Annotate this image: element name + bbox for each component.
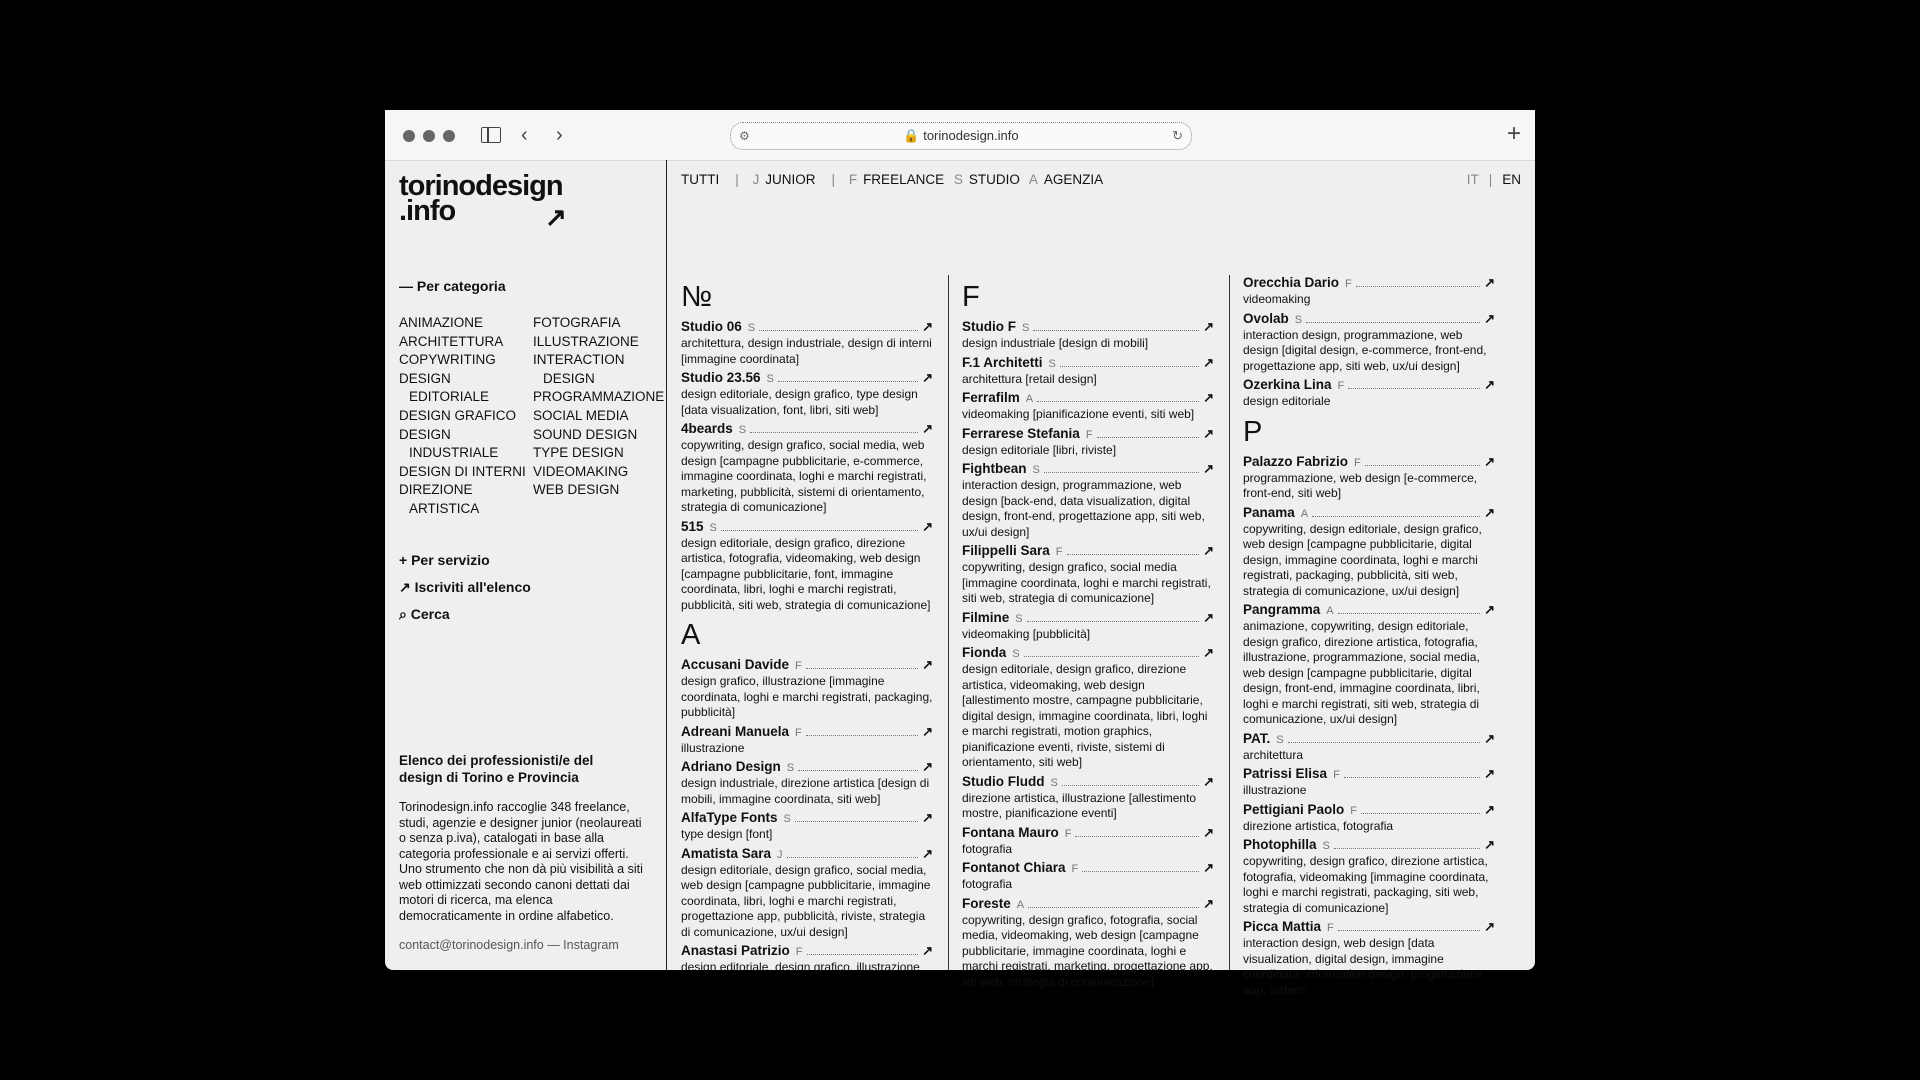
freelance-tag: F bbox=[848, 172, 858, 187]
browser-toolbar bbox=[385, 110, 1535, 161]
entry-type: F bbox=[1337, 380, 1345, 392]
directory-entry[interactable] bbox=[1243, 505, 1495, 600]
dotted-leader bbox=[1312, 516, 1480, 517]
arrow-up-right-icon[interactable]: ↗ bbox=[922, 421, 933, 436]
category-item[interactable]: DESIGN bbox=[399, 426, 451, 442]
dotted-leader bbox=[759, 330, 918, 331]
category-item[interactable]: DESIGN bbox=[399, 370, 451, 386]
per-categoria-toggle[interactable]: — Per categoria bbox=[399, 278, 506, 294]
entry-services: design editoriale bbox=[1243, 394, 1331, 408]
category-item[interactable]: ARTISTICA bbox=[409, 500, 480, 516]
entry-type: S bbox=[783, 813, 791, 825]
arrow-up-right-icon[interactable]: ↗ bbox=[1203, 390, 1214, 405]
arrow-up-right-icon: ↗ bbox=[545, 202, 567, 232]
entry-services: copywriting, design grafico, social media, web design [campagne pubblicitarie, e-commerce, immagine coordinata, loghi e marchi registrati, marketing, pubblicità, sistemi di orientamento, strategia di comunicazione] bbox=[681, 438, 927, 514]
entry-type: A bbox=[1326, 605, 1334, 617]
dotted-leader bbox=[798, 770, 918, 771]
filter-tutti[interactable]: TUTTI bbox=[681, 172, 720, 187]
arrow-up-right-icon[interactable]: ↗ bbox=[922, 657, 933, 672]
dotted-leader bbox=[1288, 742, 1480, 743]
category-item[interactable]: COPYWRITING bbox=[399, 352, 496, 368]
dotted-leader bbox=[1348, 388, 1480, 389]
directory-entry[interactable] bbox=[962, 896, 1214, 991]
category-item[interactable]: DESIGN GRAFICO bbox=[399, 407, 517, 423]
arrow-up-right-icon[interactable]: ↗ bbox=[1484, 766, 1495, 781]
arrow-up-right-icon[interactable]: ↗ bbox=[1484, 453, 1495, 469]
arrow-up-right-icon[interactable]: ↗ bbox=[1484, 801, 1495, 817]
contact-links[interactable]: contact@torinodesign.info — Instagram bbox=[399, 938, 619, 952]
entry-name[interactable]: Filippelli Sara bbox=[962, 543, 1050, 558]
directory-entry[interactable] bbox=[962, 825, 1214, 858]
dotted-leader bbox=[750, 432, 918, 433]
filter-agenzia[interactable]: AGENZIA bbox=[1043, 172, 1104, 187]
dotted-leader bbox=[1044, 472, 1199, 473]
entry-name[interactable]: Photophilla bbox=[1243, 837, 1317, 852]
arrow-up-right-icon[interactable]: ↗ bbox=[922, 845, 933, 861]
category-item[interactable]: DESIGN bbox=[543, 370, 595, 386]
directory-entry[interactable] bbox=[1243, 602, 1495, 728]
logo-line2: .info bbox=[399, 195, 456, 227]
settings-icon[interactable]: ⚙ bbox=[739, 129, 750, 143]
arrow-up-right-icon[interactable]: ↗ bbox=[922, 723, 933, 739]
entry-services: design editoriale, design grafico, direzione artistica, fotografia, videomaking, web design [campagne pubblicitarie, font, immagine coordinata, libri, loghi e marchi registrati, pubblicità, siti web, strategia di comunicazione] bbox=[681, 535, 931, 612]
category-item[interactable]: WEB DESIGN bbox=[533, 482, 620, 498]
entry-type: S bbox=[738, 424, 747, 436]
dotted-leader bbox=[1344, 777, 1480, 778]
entry-name[interactable]: Picca Mattia bbox=[1243, 919, 1322, 934]
arrow-up-right-icon[interactable]: ↗ bbox=[1203, 461, 1214, 476]
dotted-leader bbox=[1365, 465, 1480, 466]
directory-entry[interactable] bbox=[681, 724, 933, 757]
entry-services: programmazione, web design [e-commerce, front-end, siti web] bbox=[1243, 470, 1478, 500]
entry-name[interactable]: Amatista Sara bbox=[681, 845, 772, 861]
iscriviti-link[interactable]: ↗ Iscriviti all'elenco bbox=[399, 579, 531, 595]
entry-name[interactable]: Orecchia Dario bbox=[1243, 275, 1340, 290]
entry-type: S bbox=[1322, 840, 1330, 852]
entry-type: F bbox=[1333, 769, 1340, 781]
entry-name[interactable]: 515 bbox=[681, 518, 704, 534]
entry-type: S bbox=[786, 762, 795, 774]
entry-type: F bbox=[795, 946, 803, 958]
entry-services: direzione artistica, illustrazione [allestimento mostre, pianificazione eventi] bbox=[962, 790, 1197, 820]
directory-entry[interactable] bbox=[681, 319, 933, 367]
arrow-up-right-icon[interactable]: ↗ bbox=[1203, 319, 1214, 334]
entry-services: architettura, design industriale, design di interni [immagine coordinata] bbox=[681, 336, 932, 366]
entry-type: F bbox=[1064, 827, 1072, 840]
dotted-leader bbox=[1037, 401, 1199, 402]
directory-entry[interactable] bbox=[681, 943, 933, 976]
entry-type: S bbox=[1022, 322, 1030, 334]
entry-name[interactable]: Pettigiani Paolo bbox=[1243, 801, 1345, 817]
arrow-up-right-icon[interactable]: ↗ bbox=[1203, 773, 1214, 789]
lock-icon: 🔒 bbox=[903, 128, 920, 143]
arrow-up-right-icon[interactable]: ↗ bbox=[922, 370, 933, 385]
close-window-button[interactable] bbox=[403, 130, 415, 142]
directory-entry[interactable] bbox=[1243, 919, 1495, 998]
entry-name[interactable]: Fightbean bbox=[962, 461, 1027, 476]
entry-name[interactable]: Adreani Manuela bbox=[681, 723, 790, 739]
arrow-up-right-icon[interactable]: ↗ bbox=[922, 518, 933, 534]
category-column-right bbox=[533, 314, 663, 500]
directory-entry[interactable] bbox=[962, 610, 1214, 643]
entry-type: S bbox=[1276, 733, 1284, 746]
entry-type: F bbox=[1327, 922, 1334, 934]
arrow-up-right-icon[interactable]: ↗ bbox=[1484, 919, 1495, 934]
arrow-up-right-icon[interactable]: ↗ bbox=[922, 319, 933, 334]
directory-entry[interactable] bbox=[1243, 275, 1495, 308]
entry-services: design editoriale, design grafico, direzione artistica, videomaking, web design [allestimento mostre, campagne pubblicitarie, digital design, immagine coordinata, libri, loghi e marchi registrati, motion graphics, pianificazione eventi, riviste, sistemi di orientamento, siti web] bbox=[962, 662, 1208, 769]
entry-services: copywriting, design editoriale, design grafico, web design [campagne pubblicitarie, digital design, immagine coordinata, loghi e marchi registrati, packaging, pubblicità, siti web, strategia di comunicazione, ux/ui design] bbox=[1243, 521, 1482, 598]
dotted-leader bbox=[1306, 322, 1480, 323]
arrow-up-right-icon[interactable]: ↗ bbox=[922, 759, 933, 774]
category-item[interactable]: SOUND DESIGN bbox=[533, 426, 638, 442]
about-text: Torinodesign.info raccoglie 348 freelance, studi, agenzie e designer junior (neolaureati o senza p.iva), catalogati in base alla categoria professionale e ai servizi offerti. Uno strumento che non dà più visibilità a siti web ottimizzati secondo canoni dettati dai motori di ricerca, ma elenca democraticamente in ordine alfabetico. bbox=[399, 800, 643, 923]
entry-services: interaction design, programmazione, web design [back-end, data visualization, digital design, front-end, progettazione app, siti web, ux/ui design] bbox=[962, 478, 1205, 539]
category-item[interactable]: PROGRAMMAZIONE bbox=[533, 389, 665, 405]
entry-type: F bbox=[1350, 804, 1357, 817]
about-title: Elenco dei professionisti/e del design di Torino e Provincia bbox=[399, 753, 594, 785]
dotted-leader bbox=[1067, 554, 1200, 555]
dotted-leader bbox=[721, 530, 918, 531]
dotted-leader bbox=[1060, 366, 1199, 367]
entry-services: animazione, copywriting, design editoriale, design grafico, direzione artistica, fotografia, illustrazione, programmazione, social media, web design [campagne pubblicitarie, digital design, front-end, immagine coordinata, libri, loghi e marchi registrati, siti web, strategia di comunicazione, ux/ui design] bbox=[1243, 619, 1480, 726]
column-divider bbox=[1229, 275, 1230, 970]
entry-type: S bbox=[1048, 357, 1056, 370]
entry-services: copywriting, design grafico, social media [immagine coordinata, loghi e marchi registrati, siti web, strategia di comunicazione] bbox=[962, 560, 1211, 605]
entry-services: videomaking [pubblicità] bbox=[962, 626, 1091, 641]
dotted-leader bbox=[1028, 907, 1199, 908]
address-bar[interactable] bbox=[730, 122, 1192, 150]
agenzia-tag: A bbox=[1028, 172, 1038, 187]
entry-name[interactable]: Anastasi Patrizio bbox=[681, 943, 790, 958]
entry-services: interaction design, programmazione, web design [digital design, e-commerce, front-end, progettazione app, siti web, ux/ui design] bbox=[1243, 327, 1487, 373]
directory-entry[interactable] bbox=[1243, 802, 1495, 835]
studio-tag: S bbox=[953, 172, 963, 187]
arrow-up-right-icon[interactable]: ↗ bbox=[1203, 824, 1214, 840]
entry-type: S bbox=[1012, 648, 1020, 660]
sidebar-divider bbox=[666, 160, 667, 970]
directory-entry[interactable] bbox=[962, 645, 1214, 771]
filter-nav: TUTTI | J JUNIOR | F FREELANCE S STUDIO A AGENZIA bbox=[681, 172, 1104, 187]
entry-services: interaction design, web design [data visualization, digital design, immagine coordinata, information design, progettazione app, sistemi bbox=[1243, 936, 1484, 997]
entry-services: fotografia bbox=[962, 877, 1013, 891]
dotted-leader bbox=[1361, 813, 1480, 814]
arrow-up-right-icon[interactable]: ↗ bbox=[1484, 310, 1495, 326]
entry-name[interactable]: Studio 06 bbox=[681, 319, 742, 334]
entry-services: illustrazione bbox=[681, 740, 745, 755]
entry-type: A bbox=[1025, 393, 1034, 405]
entry-services: design editoriale, design grafico, social media, web design [campagne pubblicitarie, immagine coordinata, libri, loghi e marchi registrati, progettazione app, pubblicità, riviste, strategia di comunicazione, ux/ui design] bbox=[681, 862, 931, 939]
entry-services: architettura bbox=[1243, 747, 1304, 762]
entry-name[interactable]: Ovolab bbox=[1243, 310, 1289, 326]
url-text: torinodesign.info bbox=[923, 128, 1019, 143]
entry-services: design editoriale, design grafico, type design [data visualization, font, libri, siti web] bbox=[681, 387, 918, 417]
category-item[interactable]: EDITORIALE bbox=[409, 389, 490, 405]
entry-name[interactable]: AlfaType Fonts bbox=[681, 810, 778, 825]
entry-services: copywriting, design grafico, direzione artistica, fotografia, videomaking [immagine coordinata, loghi e marchi registrati, packaging, siti web, strategia di comunicazione] bbox=[1243, 854, 1489, 915]
category-item[interactable]: INDUSTRIALE bbox=[409, 445, 499, 461]
entry-type: S bbox=[766, 373, 774, 385]
dotted-leader bbox=[1075, 836, 1199, 837]
arrow-up-right-icon[interactable]: ↗ bbox=[1203, 645, 1214, 660]
per-servizio-toggle[interactable]: + Per servizio bbox=[399, 552, 490, 568]
letter-heading: F bbox=[962, 281, 980, 313]
entry-type: F bbox=[1055, 546, 1063, 558]
entry-name[interactable]: 4beards bbox=[681, 421, 733, 436]
directory-entry[interactable] bbox=[681, 810, 933, 843]
arrow-up-right-icon[interactable]: ↗ bbox=[1203, 354, 1214, 370]
category-item[interactable]: INTERACTION bbox=[533, 352, 625, 368]
directory-entry[interactable] bbox=[1243, 731, 1495, 764]
entry-name[interactable]: Ozerkina Lina bbox=[1243, 377, 1332, 392]
arrow-up-right-icon[interactable]: ↗ bbox=[1203, 609, 1214, 625]
dotted-leader bbox=[1024, 656, 1200, 657]
language-switch: IT | EN bbox=[1466, 172, 1521, 187]
entry-type: S bbox=[1015, 612, 1023, 625]
dotted-leader bbox=[1338, 930, 1480, 931]
directory-entry[interactable] bbox=[681, 421, 933, 516]
lang-en[interactable]: EN bbox=[1502, 172, 1521, 187]
browser-window bbox=[385, 110, 1535, 997]
dotted-leader bbox=[795, 821, 918, 822]
arrow-up-right-icon[interactable]: ↗ bbox=[1484, 275, 1495, 290]
category-item[interactable]: TYPE DESIGN bbox=[533, 445, 624, 461]
entry-type: F bbox=[795, 660, 802, 672]
entry-name[interactable]: Pangramma bbox=[1243, 602, 1321, 617]
dotted-leader bbox=[787, 857, 919, 858]
entry-name[interactable]: Studio 23.56 bbox=[681, 370, 761, 385]
entry-type: S bbox=[1294, 313, 1303, 326]
entry-services: videomaking bbox=[1243, 292, 1311, 306]
entry-type: F bbox=[1345, 278, 1352, 290]
entry-type: S bbox=[709, 521, 717, 534]
directory-entry[interactable] bbox=[681, 759, 933, 807]
arrow-up-right-icon[interactable]: ↗ bbox=[1203, 860, 1214, 875]
directory-entry[interactable] bbox=[962, 319, 1214, 352]
letter-heading: № bbox=[681, 281, 713, 313]
sidebar-toggle-icon[interactable] bbox=[481, 127, 501, 143]
entry-name[interactable]: Panama bbox=[1243, 504, 1295, 520]
entry-name[interactable]: Filmine bbox=[962, 609, 1010, 625]
directory-entry[interactable] bbox=[681, 519, 933, 614]
dotted-leader bbox=[778, 381, 918, 382]
category-item[interactable]: ILLUSTRAZIONE bbox=[533, 333, 639, 349]
directory-entry[interactable] bbox=[1243, 766, 1495, 799]
entry-type: S bbox=[1032, 464, 1040, 476]
entry-services: design industriale, direzione artistica [design di mobili, immagine coordinata, siti web] bbox=[681, 776, 930, 806]
dotted-leader bbox=[1082, 871, 1199, 872]
entry-services: copywriting, design grafico, fotografia, social media, videomaking, web design [campagne pubblicitarie, immagine coordinata, loghi e marchi registrati, marketing, progettazione app, siti web, strategia di comunicazione] bbox=[962, 912, 1213, 989]
directory-entry[interactable] bbox=[1243, 377, 1495, 410]
directory-entry[interactable] bbox=[1243, 837, 1495, 916]
directory-entry[interactable] bbox=[1243, 454, 1495, 502]
zoom-window-button[interactable] bbox=[443, 130, 455, 142]
entry-services: design grafico, illustrazione [immagine coordinata, loghi e marchi registrati, packaging, pubblicità] bbox=[681, 674, 933, 719]
category-item[interactable]: SOCIAL MEDIA bbox=[533, 407, 629, 423]
arrow-up-right-icon[interactable]: ↗ bbox=[1484, 602, 1495, 617]
dotted-leader bbox=[1334, 848, 1480, 849]
directory-column-2 bbox=[962, 275, 1214, 993]
dotted-leader bbox=[1027, 621, 1199, 622]
arrow-up-right-icon[interactable]: ↗ bbox=[1484, 377, 1495, 392]
entry-name[interactable]: Palazzo Fabrizio bbox=[1243, 453, 1349, 469]
arrow-up-right-icon[interactable]: ↗ bbox=[1203, 425, 1214, 441]
dotted-leader bbox=[1033, 330, 1199, 331]
entry-type: F bbox=[1085, 428, 1093, 441]
directory-column-3 bbox=[1243, 275, 1495, 1001]
entry-services: design editoriale [libri, riviste] bbox=[962, 442, 1117, 457]
directory-entry[interactable] bbox=[962, 355, 1214, 388]
filter-freelance[interactable]: FREELANCE bbox=[863, 172, 945, 187]
entry-type: S bbox=[747, 322, 756, 334]
entry-services: fotografia bbox=[962, 841, 1013, 856]
plus-icon[interactable]: + bbox=[1506, 120, 1521, 147]
dotted-leader bbox=[806, 668, 918, 669]
entry-name[interactable]: Adriano Design bbox=[681, 759, 781, 774]
dotted-leader bbox=[1356, 286, 1480, 287]
entry-type: F bbox=[1354, 456, 1361, 469]
entry-services: design editoriale, design grafico, illustrazione bbox=[681, 960, 920, 974]
entry-name[interactable]: Fontanot Chiara bbox=[962, 860, 1066, 875]
category-item[interactable]: VIDEOMAKING bbox=[533, 463, 629, 479]
dotted-leader bbox=[1097, 437, 1200, 438]
cerca-link[interactable]: ⌕ Cerca bbox=[399, 606, 450, 622]
dotted-leader bbox=[1062, 785, 1199, 786]
entry-type: S bbox=[1050, 776, 1058, 789]
arrow-up-right-icon[interactable]: ↗ bbox=[1203, 895, 1214, 911]
entry-type: J bbox=[777, 848, 783, 861]
directory-entry[interactable] bbox=[1243, 311, 1495, 375]
entry-name[interactable]: Patrissi Elisa bbox=[1243, 766, 1328, 781]
arrow-up-right-icon[interactable]: ↗ bbox=[1484, 837, 1495, 852]
chevron-right-icon[interactable]: › bbox=[556, 124, 563, 146]
entry-name[interactable]: Accusani Davide bbox=[681, 657, 790, 672]
directory-entry[interactable] bbox=[962, 774, 1214, 822]
letter-heading: A bbox=[681, 619, 701, 651]
directory-entry[interactable] bbox=[962, 860, 1214, 893]
site-logo[interactable] bbox=[399, 170, 563, 227]
directory-entry[interactable] bbox=[681, 657, 933, 721]
directory-entry[interactable] bbox=[962, 426, 1214, 459]
arrow-up-right-icon[interactable]: ↗ bbox=[922, 810, 933, 825]
entry-type: F bbox=[1071, 863, 1079, 875]
entry-type: F bbox=[795, 726, 802, 739]
category-item[interactable]: ARCHITETTURA bbox=[399, 333, 504, 349]
arrow-up-right-icon[interactable]: ↗ bbox=[1484, 730, 1495, 746]
logo-line1: torinodesign bbox=[399, 170, 563, 202]
entry-services: type design [font] bbox=[681, 827, 773, 841]
entry-services: direzione artistica, fotografia bbox=[1243, 818, 1394, 833]
dotted-leader bbox=[1338, 613, 1480, 614]
reload-icon[interactable]: ↻ bbox=[1172, 128, 1183, 143]
minimize-window-button[interactable] bbox=[423, 130, 435, 142]
category-item[interactable]: DESIGN DI INTERNI bbox=[399, 463, 526, 479]
directory-entry[interactable] bbox=[681, 846, 933, 941]
entry-name[interactable]: Foreste bbox=[962, 895, 1011, 911]
category-item[interactable]: FOTOGRAFIA bbox=[533, 315, 621, 330]
directory-entry[interactable] bbox=[962, 543, 1214, 607]
chevron-left-icon[interactable]: ‹ bbox=[521, 124, 528, 146]
entry-name[interactable]: Ferrafilm bbox=[962, 390, 1020, 405]
directory-column-1 bbox=[681, 275, 933, 979]
entry-services: architettura [retail design] bbox=[962, 371, 1097, 386]
entry-name[interactable]: F.1 Architetti bbox=[962, 354, 1043, 370]
category-item[interactable]: DIREZIONE bbox=[399, 482, 473, 498]
letter-heading: P bbox=[1243, 415, 1263, 448]
arrow-up-right-icon[interactable]: ↗ bbox=[1203, 543, 1214, 558]
category-column-left bbox=[399, 314, 533, 519]
arrow-up-right-icon[interactable]: ↗ bbox=[922, 943, 933, 958]
directory-entry[interactable] bbox=[962, 390, 1214, 423]
directory-entry[interactable] bbox=[681, 370, 933, 418]
entry-name[interactable]: Fontana Mauro bbox=[962, 824, 1059, 840]
entry-services: design industriale [design di mobili] bbox=[962, 336, 1149, 350]
dotted-leader bbox=[807, 954, 919, 955]
lang-it[interactable]: IT bbox=[1466, 172, 1479, 187]
entry-name[interactable]: Studio Fludd bbox=[962, 773, 1045, 789]
entry-type: A bbox=[1016, 898, 1025, 911]
entry-services: videomaking [pianificazione eventi, siti web] bbox=[962, 407, 1195, 421]
entry-name[interactable]: Studio F bbox=[962, 319, 1016, 334]
junior-tag: J bbox=[752, 172, 760, 187]
entry-type: A bbox=[1300, 507, 1309, 520]
dotted-leader bbox=[806, 735, 918, 736]
filter-junior[interactable]: JUNIOR bbox=[765, 172, 816, 187]
entry-name[interactable]: Fionda bbox=[962, 645, 1007, 660]
directory-entry[interactable] bbox=[962, 461, 1214, 540]
arrow-up-right-icon[interactable]: ↗ bbox=[1484, 504, 1495, 520]
entry-name[interactable]: Ferrarese Stefania bbox=[962, 425, 1080, 441]
entry-name[interactable]: PAT. bbox=[1243, 730, 1271, 746]
filter-studio[interactable]: STUDIO bbox=[968, 172, 1020, 187]
column-divider bbox=[948, 275, 949, 970]
category-item[interactable]: ANIMAZIONE bbox=[399, 315, 484, 330]
entry-services: illustrazione bbox=[1243, 783, 1307, 797]
